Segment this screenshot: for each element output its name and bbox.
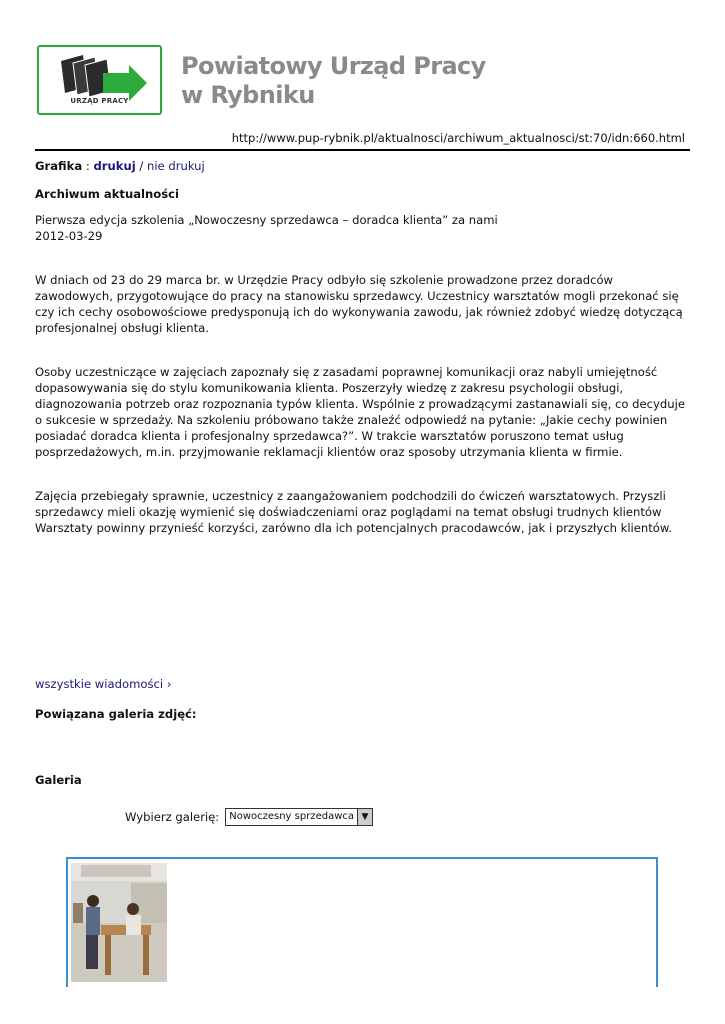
article-paragraph: W dniach od 23 do 29 marca br. w Urzędzie Pracy odbyło się szkolenie prowadzone przez doradców zawodowych, przygotowujące do pracy na stanowisku sprzedawcy. Uczestnicy warsztatów mogli przekonać się czy ich cechy osobowościowe predysponują ich do wykonywania zawodu, jak również zdobyć wiedzę dotyczącą profesjonalnej obsługi klienta. <box>35 273 683 335</box>
print-link[interactable]: drukuj <box>93 159 136 173</box>
all-news-link[interactable]: wszystkie wiadomości › <box>35 677 172 691</box>
no-print-link[interactable]: nie drukuj <box>146 159 205 173</box>
site-title <box>181 52 486 110</box>
site-title-line2: w Rybniku <box>181 81 315 109</box>
site-title-line1: Powiatowy Urząd Pracy <box>181 52 486 80</box>
logo-caption: URZĄD PRACY <box>70 97 129 105</box>
chevron-down-icon[interactable]: ▼ <box>357 809 372 825</box>
main-content <box>35 158 690 564</box>
related-gallery-heading: Powiązana galeria zdjęć: <box>35 707 197 721</box>
print-options-label: Grafika <box>35 159 83 173</box>
article-paragraph: Osoby uczestniczące w zajęciach zapoznały się z zasadami poprawnej komunikacji oraz nabyli umiejętność dopasowywania się do stylu komunikowania klienta. Poszerzyły wiedzę z zakresu psychologii obsługi, diagnozowania potrzeb oraz rozpoznania typów klienta. Wspólnie z prowadzącymi zastanawiali się, co decyduje o sukcesie w sprzedaży. Na szkoleniu próbowano także znaleźć odpowiedź na pytanie: „Jakie cechy powinien posiadać doradca klienta i profesjonalny sprzedawca?”. W trakcie warsztatów poruszono temat usług posprzedażowych, m.in. przyjmowanie reklamacji klientów oraz sposoby utrzymania klienta w firmie. <box>35 365 685 459</box>
article-date: 2012-03-29 <box>35 229 103 243</box>
gallery-heading: Galeria <box>35 773 82 787</box>
article-paragraph: Zajęcia przebiegały sprawnie, uczestnicy z zaangażowaniem podchodzili do ćwiczeń warsztatowych. Przyszli sprzedawcy mieli okazję wymienić się doświadczeniami oraz poglądami na temat obsługi trudnych klientów Warsztaty powinny przynieść korzyści, zarówno dla ich potencjalnych pracodawców, jak i przyszłych klientów. <box>35 489 673 535</box>
header-divider <box>35 149 690 151</box>
section-title: Archiwum aktualności <box>35 187 179 201</box>
print-options-slash: / <box>135 159 147 173</box>
print-options <box>35 158 690 174</box>
logo[interactable] <box>37 45 162 115</box>
article-title: Pierwsza edycja szkolenia „Nowoczesny sprzedawca – doradca klienta” za nami <box>35 213 498 227</box>
gallery-select-label: Wybierz galerię: <box>125 810 220 824</box>
gallery-select[interactable] <box>225 808 373 826</box>
gallery-frame <box>66 857 658 987</box>
gallery-select-value: Nowoczesny sprzedawca <box>226 809 357 825</box>
print-options-separator: : <box>82 159 94 173</box>
gallery-thumbnail[interactable] <box>71 863 167 982</box>
gallery-select-row <box>125 808 373 826</box>
page-url: http://www.pup-rybnik.pl/aktualnosci/archiwum_aktualnosci/st:70/idn:660.html <box>231 131 685 145</box>
